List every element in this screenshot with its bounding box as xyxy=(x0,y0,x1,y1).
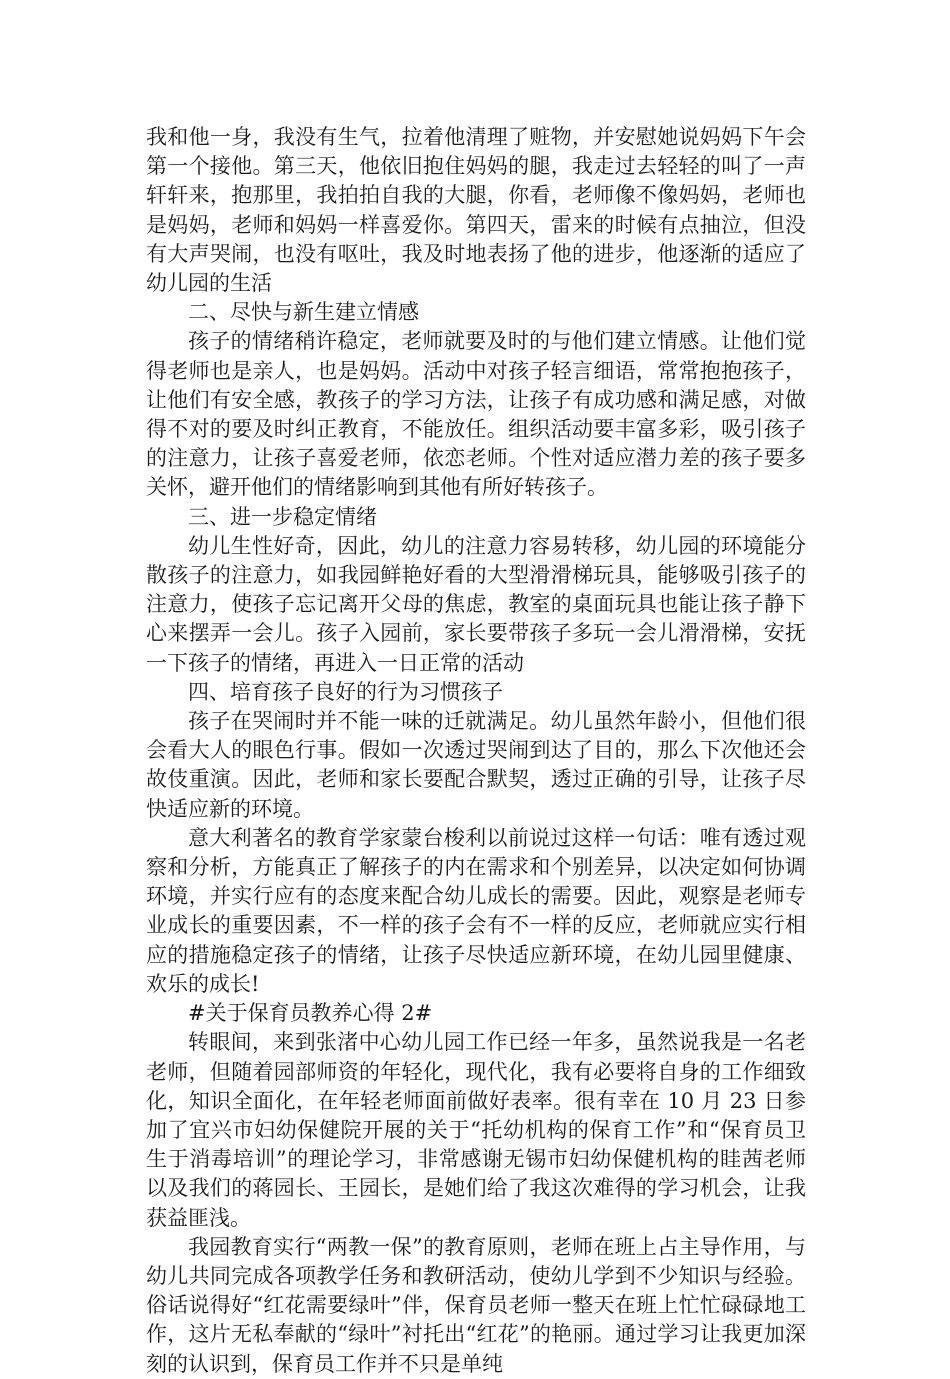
article-title-2: #关于保育员教养心得 2# xyxy=(188,1001,433,1026)
paragraph-4: 孩子在哭闹时并不能一味的迁就满足。幼儿虽然年龄小，但他们很会看大人的眼色行事。假如一次透过哭闹到达了目的，那么下次他还会故伎重演。因此，老师和家长要配合默契，透过正确的引导，让孩子尽快适应新的环境。 xyxy=(146,709,806,821)
section-heading-3: 三、进一步稳定情绪 xyxy=(188,504,377,529)
paragraph-7: 我园教育实行“两教一保”的教育原则，老师在班上占主导作用，与幼儿共同完成各项教学任务和教研活动，使幼儿学到不少知识与经验。俗话说得好“红花需要绿叶”伴，保育员老师一整天在班上忙忙碌碌地工作，这片无私奉献的“绿叶”衬托出“红花”的艳丽。通过学习让我更加深刻的认识到，保育员工作并不只是单纯 xyxy=(146,1234,806,1376)
section-heading-4: 四、培育孩子良好的行为习惯孩子 xyxy=(188,679,503,704)
paragraph-5: 意大利著名的教育学家蒙台梭利以前说过这样一句话：唯有透过观察和分析，方能真正了解孩子的内在需求和个别差异，以决定如何协调环境，并实行应有的态度来配合幼儿成长的需要。因此，观察是老师专业成长的重要因素，不一样的孩子会有不一样的反应，老师就应实行相应的措施稳定孩子的情绪，让孩子尽快适应新环境，在幼儿园里健康、欢乐的成长! xyxy=(146,825,806,996)
paragraph-6: 转眼间，来到张渚中心幼儿园工作已经一年多，虽然说我是一名老老师，但随着园部师资的年轻化，现代化，我有必要将自身的工作细致化，知识全面化，在年轻老师面前做好表率。很有幸在 10 月 23 日参加了宜兴市妇幼保健院开展的关于“托幼机构的保育工作”和“保育员卫生于消毒培训”的理论学习，非常感谢无锡市妇幼保健机构的眭茜老师以及我们的蒋园长、王园长，是她们给了我这次难得的学习机会，让我获益匪浅。 xyxy=(146,1030,806,1230)
paragraph-2: 孩子的情绪稍许稳定，老师就要及时的与他们建立情感。让他们觉得老师也是亲人，也是妈妈。活动中对孩子轻言细语，常常抱抱孩子，让他们有安全感，教孩子的学习方法，让孩子有成功感和满足感，对做得不对的要及时纠正教育，不能放任。组织活动要丰富多彩，吸引孩子的注意力，让孩子喜爱老师，依恋老师。个性对适应潜力差的孩子要多关怀，避开他们的情绪影响到其他有所好转孩子。 xyxy=(146,329,806,500)
document-body xyxy=(146,123,806,1379)
paragraph-3: 幼儿生性好奇，因此，幼儿的注意力容易转移，幼儿园的环境能分散孩子的注意力，如我园鲜艳好看的大型滑滑梯玩具，能够吸引孩子的注意力，使孩子忘记离开父母的焦虑，教室的桌面玩具也能让孩子静下心来摆弄一会儿。孩子入园前，家长要带孩子多玩一会儿滑滑梯，安抚一下孩子的情绪，再进入一日正常的活动 xyxy=(146,533,806,675)
paragraph-1: 我和他一身，我没有生气，拉着他清理了赃物，并安慰她说妈妈下午会第一个接他。第三天，他依旧抱住妈妈的腿，我走过去轻轻的叫了一声轩轩来，抱那里，我拍拍自我的大腿，你看，老师像不像妈妈，老师也是妈妈，老师和妈妈一样喜爱你。第四天，雷来的时候有点抽泣，但没有大声哭闹，也没有呕吐，我及时地表扬了他的进步，他逐渐的适应了幼儿园的生活 xyxy=(146,125,806,296)
section-heading-2: 二、尽快与新生建立情感 xyxy=(188,300,419,325)
